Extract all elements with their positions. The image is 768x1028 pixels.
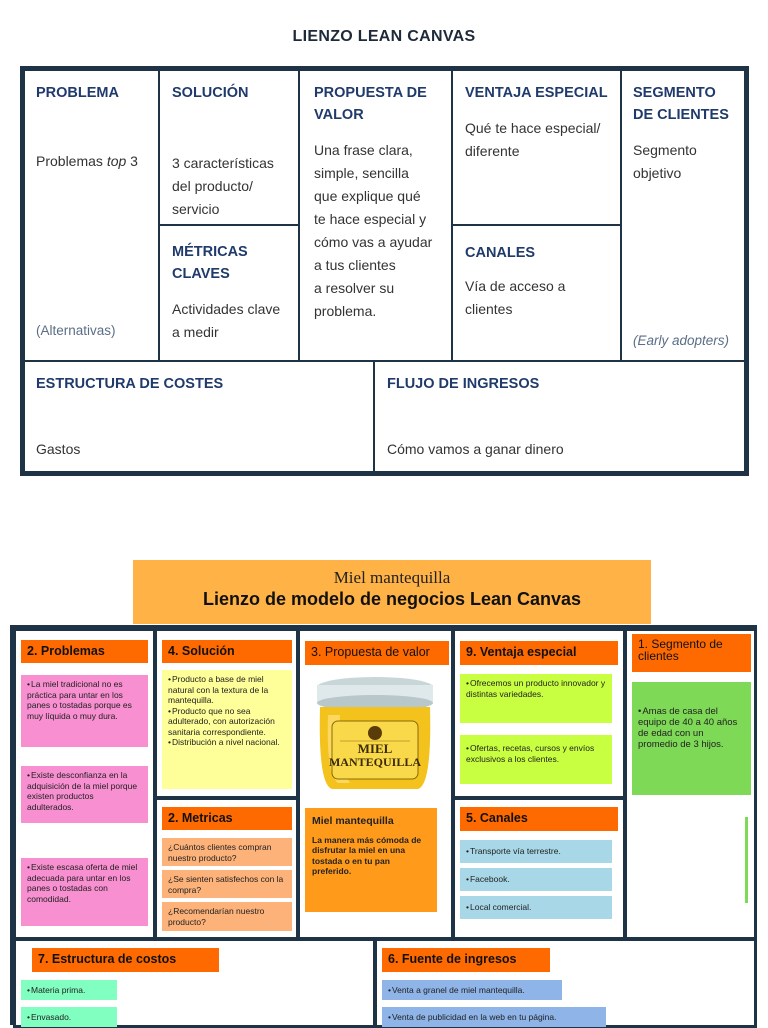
example-propuesta-header: 3. Propuesta de valor xyxy=(305,641,449,665)
example-ventaja-note: • Ofrecemos un producto innovador y distintas variedades. xyxy=(460,674,612,723)
generic-problema-cell xyxy=(23,69,160,362)
divider-line xyxy=(745,817,748,903)
generic-ventaja-body: Qué te hace especial/ diferente xyxy=(465,120,601,159)
example-solucion-cell xyxy=(154,628,299,799)
generic-canales-heading: CANALES xyxy=(465,245,536,261)
generic-solucion-heading: SOLUCIÓN xyxy=(172,85,249,101)
example-canales-note: • Local comercial. xyxy=(460,896,612,919)
example-ingresos-header: 6. Fuente de ingresos xyxy=(382,948,550,972)
generic-canvas-grid xyxy=(20,66,749,476)
example-costos-note: • Materia prima. xyxy=(21,980,117,1000)
generic-costes-cell xyxy=(23,360,375,473)
generic-canvas-title: LIENZO LEAN CANVAS xyxy=(292,28,476,45)
example-metricas-cell xyxy=(154,797,299,940)
generic-propuesta-heading: PROPUESTA DE VALOR xyxy=(314,85,427,123)
generic-metricas-heading: MÉTRICAS CLAVES xyxy=(172,244,248,282)
example-canales-header: 5. Canales xyxy=(460,807,618,831)
example-segmento-note: • Amas de casa del equipo de 40 a 40 años de edad con un promedio de 3 hijos. xyxy=(632,682,751,795)
example-segmento-header: 1. Segmento de clientes xyxy=(632,634,751,672)
example-ventaja-note: • Ofertas, recetas, cursos y envíos exclusivos a los clientes. xyxy=(460,735,612,784)
example-metricas-note: ¿Se sienten satisfechos con la compra? xyxy=(162,870,292,898)
example-costos-header: 7. Estructura de costos xyxy=(32,948,219,972)
generic-metricas-cell xyxy=(158,224,300,362)
example-problemas-note: • La miel tradicional no es práctica para untar en los panes o tostadas porque es muy líquida o muy dura. xyxy=(21,675,148,747)
example-ingresos-cell xyxy=(374,938,757,1028)
example-problemas-note: • Existe escasa oferta de miel adecuada para untar en los panes o tostadas con comodidad. xyxy=(21,858,148,926)
generic-ingresos-heading: FLUJO DE INGRESOS xyxy=(387,376,540,392)
example-title-banner xyxy=(133,560,651,624)
generic-ventaja-cell xyxy=(451,69,622,226)
generic-problema-heading: PROBLEMA xyxy=(36,85,119,101)
example-metricas-note: ¿Recomendarían nuestro producto? xyxy=(162,902,292,931)
example-ventaja-header: 9. Ventaja especial xyxy=(460,641,618,665)
example-subtitle: Miel mantequilla xyxy=(333,568,451,587)
example-canales-note: • Facebook. xyxy=(460,868,612,891)
generic-segmento-heading: SEGMENTO DE CLIENTES xyxy=(633,85,729,123)
example-costos-cell xyxy=(13,938,376,1028)
generic-propuesta-body: Una frase clara, simple, sencilla que explique qué te hace especial y cómo vas a ayudar a tus clientes a resolver su problema. xyxy=(314,142,433,319)
generic-segmento-body: Segmento objetivo xyxy=(633,142,697,181)
generic-ventaja-heading: VENTAJA ESPECIAL xyxy=(465,85,608,101)
example-title: Lienzo de modelo de negocios Lean Canvas xyxy=(202,589,582,609)
generic-costes-body: Gastos xyxy=(36,441,81,457)
example-problemas-cell xyxy=(13,628,156,940)
honey-jar-icon xyxy=(310,675,440,795)
example-costos-note: • Envasado. xyxy=(21,1007,117,1027)
generic-ingresos-cell xyxy=(373,360,746,473)
example-canales-note: • Transporte vía terrestre. xyxy=(460,840,612,863)
example-problemas-header: 2. Problemas xyxy=(21,640,148,663)
example-segmento-cell xyxy=(624,628,757,940)
example-propuesta-note: Miel mantequilla La manera más cómoda de disfrutar la miel en una tostada o en tu pan preferido. xyxy=(305,808,437,912)
example-problemas-note: • Existe desconfianza en la adquisición de la miel porque existen productos adulterados. xyxy=(21,766,148,823)
example-metricas-note: ¿Cuántos clientes compran nuestro producto? xyxy=(162,838,292,866)
generic-canales-body: Vía de acceso a clientes xyxy=(465,278,566,317)
example-canales-cell xyxy=(452,797,626,940)
example-solucion-note: • Producto a base de miel natural con la textura de la mantequilla. • Producto que no sea adulterado, con autorización sanitaria correspondiente. • Distribución a nivel nacional. xyxy=(162,670,292,789)
example-metricas-header: 2. Metricas xyxy=(162,807,292,830)
example-ventaja-cell xyxy=(452,628,626,799)
generic-solucion-body: 3 características del producto/ servicio xyxy=(172,155,274,217)
example-canvas-grid xyxy=(10,625,757,1025)
generic-canales-cell xyxy=(451,224,622,362)
generic-segmento-cell xyxy=(620,69,746,362)
generic-costes-heading: ESTRUCTURA DE COSTES xyxy=(36,376,224,392)
example-ingresos-note: • Venta de publicidad en la web en tu página. xyxy=(382,1007,606,1027)
generic-ingresos-body: Cómo vamos a ganar dinero xyxy=(387,441,564,457)
generic-problema-body: Problemas top 3 xyxy=(36,153,138,169)
jar-label-word-1: MIEL xyxy=(357,741,393,756)
example-ingresos-note: • Venta a granel de miel mantequilla. xyxy=(382,980,562,1000)
generic-segmento-footnote: (Early adopters) xyxy=(633,333,730,348)
jar-label-word-2: MANTEQUILLA xyxy=(328,755,421,769)
generic-problema-footnote: (Alternativas) xyxy=(36,323,116,338)
generic-solucion-cell xyxy=(158,69,300,226)
generic-metricas-body: Actividades clave a medir xyxy=(172,301,281,340)
honey-jar-image xyxy=(310,675,440,795)
generic-propuesta-cell xyxy=(298,69,453,362)
example-propuesta-cell xyxy=(297,628,454,940)
example-solucion-header: 4. Solución xyxy=(162,640,292,663)
